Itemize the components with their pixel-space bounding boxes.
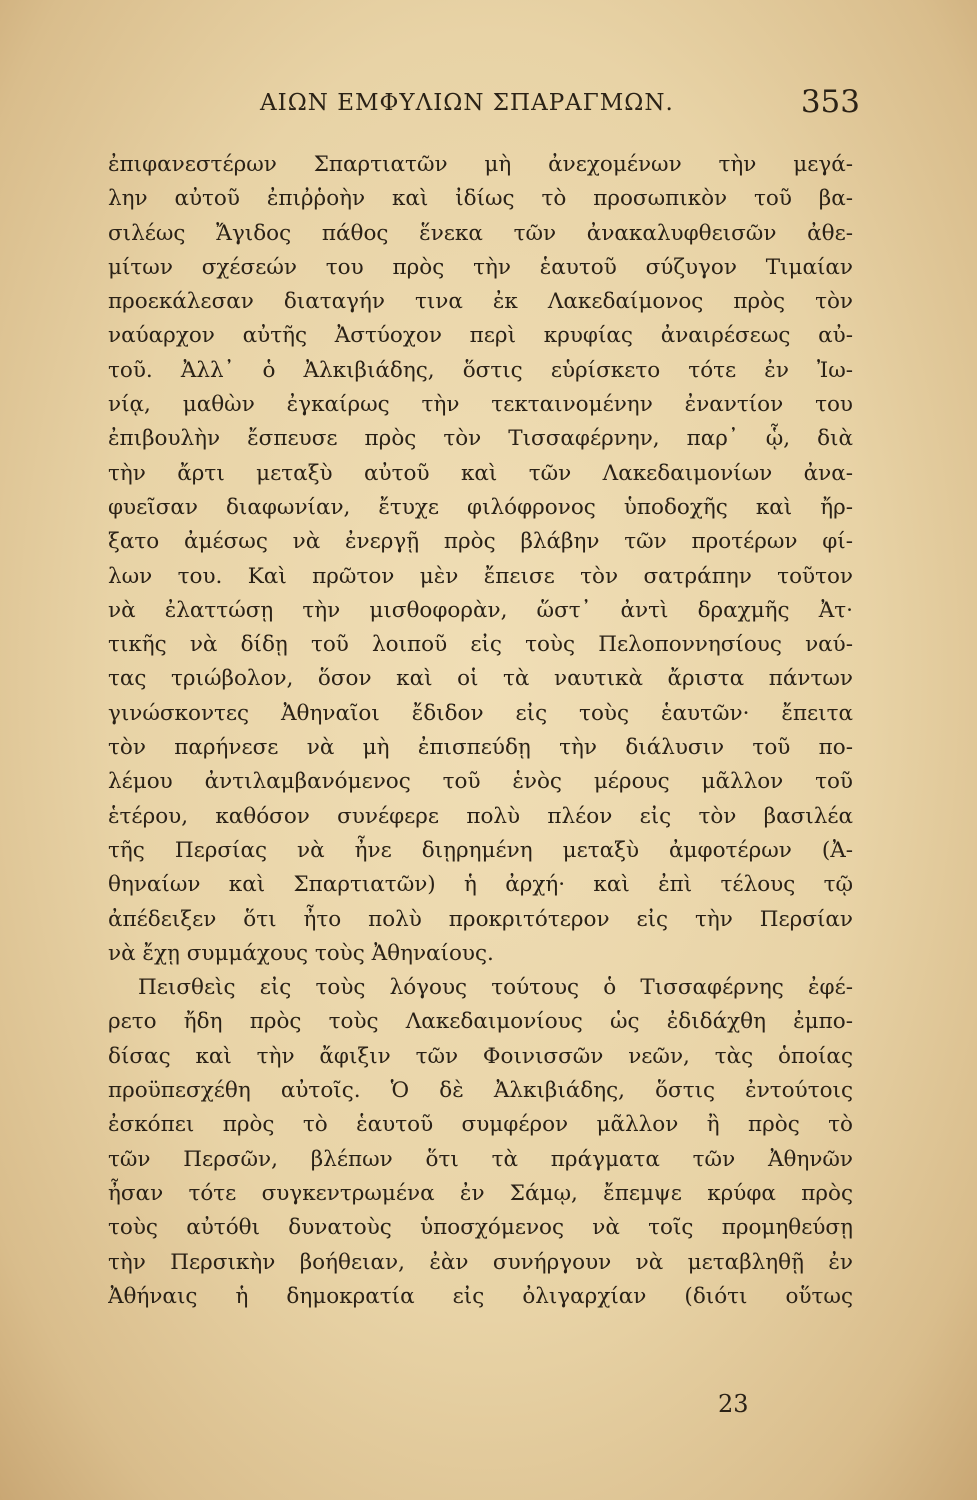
text-line: γινώσκοντες Ἀθηναῖοι ἔδιδον εἰς τοὺς ἑαυτῶν· ἔπειτα — [108, 700, 853, 726]
text-line: ἀπέδειξεν ὅτι ἦτο πολὺ προκριτότερον εἰς τὴν Περσίαν — [108, 906, 853, 932]
text-line: τας τριώβολον, ὅσον καὶ οἱ τὰ ναυτικὰ ἄριστα πάντων — [108, 666, 853, 692]
text-line: ναύαρχον αὐτῆς Ἀστύοχον περὶ κρυφίας ἀναιρέσεως αὐ- — [108, 323, 853, 349]
text-line: προϋπεσχέθη αὐτοῖς. Ὁ δὲ Ἀλκιβιάδης, ὅστις ἐντούτοις — [108, 1078, 853, 1104]
text-line: δίσας καὶ τὴν ἄφιξιν τῶν Φοινισσῶν νεῶν, τὰς ὁποίας — [108, 1043, 853, 1069]
text-line: σιλέως Ἄγιδος πάθος ἕνεκα τῶν ἀνακαλυφθεισῶν ἀθε- — [108, 220, 853, 246]
text-line: τὴν ἄρτι μεταξὺ αὐτοῦ καὶ τῶν Λακεδαιμονίων ἀνα- — [108, 460, 853, 486]
text-line: ἐσκόπει πρὸς τὸ ἑαυτοῦ συμφέρον μᾶλλον ἢ πρὸς τὸ — [108, 1112, 853, 1138]
text-line: νὰ ἐλαττώσῃ τὴν μισθοφορὰν, ὥστ᾽ ἀντὶ δραχμῆς Ἀτ· — [108, 597, 853, 623]
text-line: τοὺς αὐτόθι δυνατοὺς ὑποσχόμενος νὰ τοῖς προμηθεύσῃ — [108, 1215, 853, 1241]
text-line: Ἀθήναις ἡ δημοκρατία εἰς ὀλιγαρχίαν (διότι οὕτως — [108, 1283, 853, 1309]
text-line: Πεισθεὶς εἰς τοὺς λόγους τούτους ὁ Τισσαφέρνης ἐφέ- — [138, 975, 853, 1001]
text-line: ἐπιφανεστέρων Σπαρτιατῶν μὴ ἀνεχομένων τὴν μεγά- — [108, 152, 853, 177]
body-text — [108, 148, 853, 1314]
text-line: λην αὐτοῦ ἐπιῤῥοὴν καὶ ἰδίως τὸ προσωπικὸν τοῦ βα- — [108, 186, 853, 212]
text-line: τῶν Περσῶν, βλέπων ὅτι τὰ πράγματα τῶν Ἀθηνῶν — [108, 1146, 853, 1172]
text-line: τικῆς νὰ δίδῃ τοῦ λοιποῦ εἰς τοὺς Πελοποννησίους ναύ- — [108, 632, 853, 658]
text-line: ρετο ἤδη πρὸς τοὺς Λακεδαιμονίους ὡς ἐδιδάχθη ἐμπο- — [108, 1009, 853, 1035]
text-line: τὸν παρήνεσε νὰ μὴ ἐπισπεύδῃ τὴν διάλυσιν τοῦ πο- — [108, 735, 853, 761]
text-line: θηναίων καὶ Σπαρτιατῶν) ἡ ἀρχή· καὶ ἐπὶ τέλους τῷ — [108, 872, 853, 898]
text-line: λων του. Καὶ πρῶτον μὲν ἔπεισε τὸν σατράπην τοῦτον — [108, 563, 853, 589]
text-line: νίᾳ, μαθὼν ἐγκαίρως τὴν τεκταινομένην ἐναντίον του — [108, 392, 853, 418]
text-line: τῆς Περσίας νὰ ἦνε διῃρημένη μεταξὺ ἀμφοτέρων (Ἀ- — [108, 837, 853, 863]
text-line: λέμου ἀντιλαμβανόμενος τοῦ ἑνὸς μέρους μᾶλλον τοῦ — [108, 769, 853, 795]
text-line: μίτων σχέσεών του πρὸς τὴν ἑαυτοῦ σύζυγον Τιμαίαν — [108, 254, 853, 280]
text-line: προεκάλεσαν διαταγήν τινα ἐκ Λακεδαίμονος πρὸς τὸν — [108, 289, 853, 315]
signature-mark: 23 — [718, 1390, 749, 1418]
text-line: ξατο ἀμέσως νὰ ἐνεργῇ πρὸς βλάβην τῶν προτέρων φί- — [108, 529, 853, 555]
text-line: φυεῖσαν διαφωνίαν, ἔτυχε φιλόφρονος ὑποδοχῆς καὶ ἤρ- — [108, 494, 853, 520]
page-number: 353 — [800, 84, 860, 120]
text-line: ἑτέρου, καθόσον συνέφερε πολὺ πλέον εἰς τὸν βασιλέα — [108, 803, 853, 829]
text-line: ἐπιβουλὴν ἔσπευσε πρὸς τὸν Τισσαφέρνην, παρ᾽ ᾧ, διὰ — [108, 426, 853, 452]
text-line: τοῦ. Ἀλλ᾽ ὁ Ἀλκιβιάδης, ὅστις εὑρίσκετο τότε ἐν Ἰω- — [108, 357, 853, 383]
page-header — [100, 84, 860, 124]
running-head: ΑΙΩΝ ΕΜΦΥΛΙΩΝ ΣΠΑΡΑΓΜΩΝ. — [260, 90, 674, 116]
text-line: νὰ ἔχῃ συμμάχους τοὺς Ἀθηναίους. — [108, 940, 494, 966]
text-line: τὴν Περσικὴν βοήθειαν, ἐὰν συνήργουν νὰ μεταβληθῇ ἐν — [108, 1249, 853, 1275]
text-line: ἦσαν τότε συγκεντρωμένα ἐν Σάμῳ, ἔπεμψε κρύφα πρὸς — [108, 1180, 853, 1206]
